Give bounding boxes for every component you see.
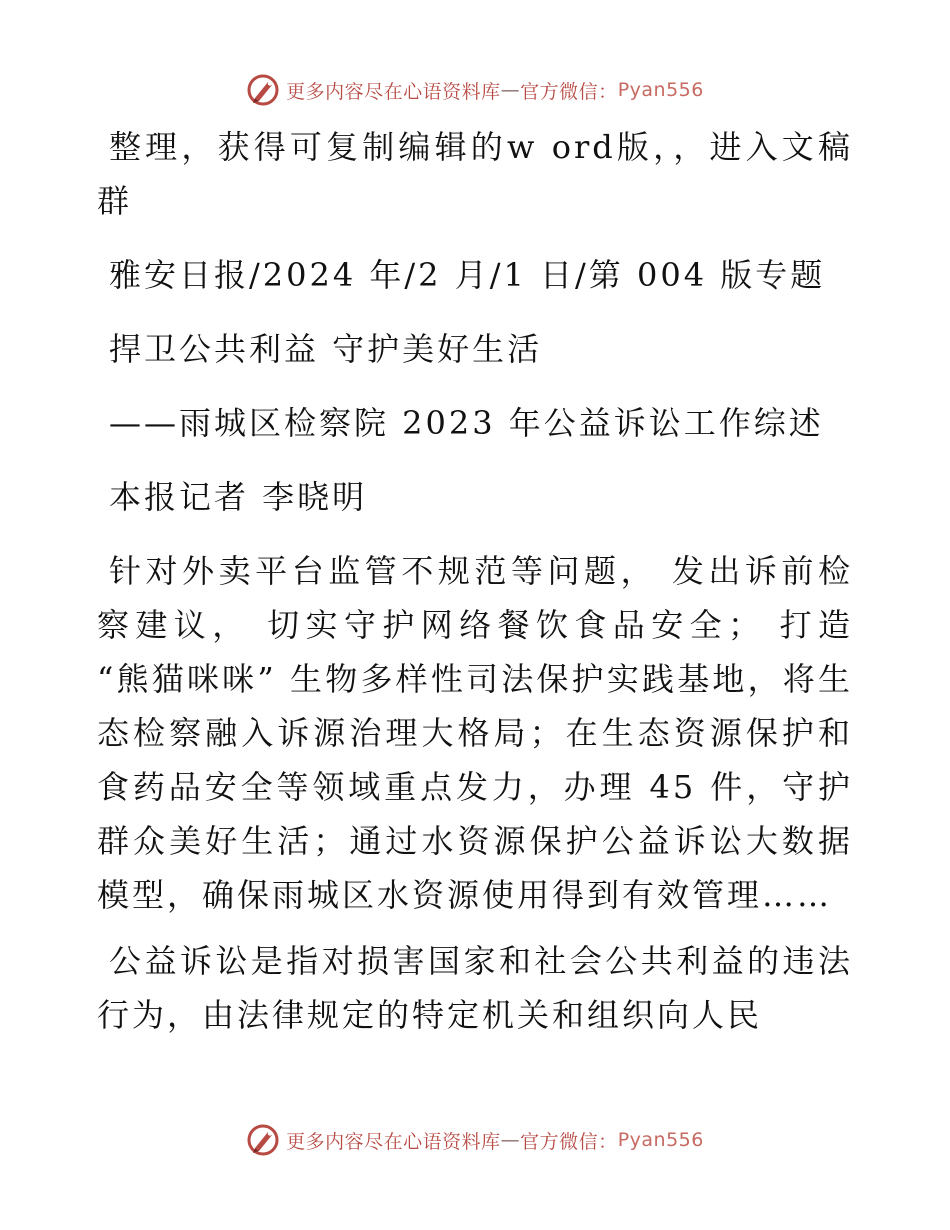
body-paragraph: 公益诉讼是指对损害国家和社会公共利益的违法行为，由法律规定的特定机关和组织向人民 bbox=[97, 942, 853, 1034]
footer-banner-official-label: 官方微信： bbox=[520, 1130, 618, 1153]
byline: 本报记者 李晓明 bbox=[109, 478, 368, 516]
article-title: 捍卫公共利益 守护美好生活 bbox=[109, 330, 543, 368]
banner-separator: — bbox=[500, 79, 521, 101]
footer-banner-title: 更多内容尽在心语资料库 bbox=[286, 1130, 501, 1153]
footer-banner-separator: — bbox=[500, 1129, 521, 1151]
banner-official-label: 官方微信： bbox=[520, 80, 618, 103]
banner-account: Pyan556 bbox=[617, 79, 704, 101]
lead-paragraph: 针对外卖平台监管不规范等问题， 发出诉前检察建议， 切实守护网络餐饮食品安全； 打造 “熊猫咪咪” 生物多样性司法保护实践基地，将生态检察融入诉源治理大格局；在生态资源保护和食药品安全等领域重点发力，办理 45 件，守护群众美好生活；通过水资源保护公益诉讼大数据模型，确保雨城区水资源使用得到有效管理…… bbox=[97, 552, 853, 914]
footer-banner-account: Pyan556 bbox=[617, 1129, 704, 1151]
pen-logo-icon bbox=[246, 1123, 280, 1157]
header-banner bbox=[0, 70, 950, 110]
intro-line: 整理，获得可复制编辑的w ord版，，进入文稿群 bbox=[97, 128, 853, 220]
banner-title: 更多内容尽在心语资料库 bbox=[286, 80, 501, 103]
footer-banner bbox=[0, 1120, 950, 1160]
source-line: 雅安日报/2024 年/2 月/1 日/第 004 版专题 bbox=[109, 256, 826, 294]
document-body bbox=[97, 120, 853, 1042]
pen-logo-icon bbox=[246, 73, 280, 107]
article-subtitle: ——雨城区检察院 2023 年公益诉讼工作综述 bbox=[109, 404, 824, 442]
